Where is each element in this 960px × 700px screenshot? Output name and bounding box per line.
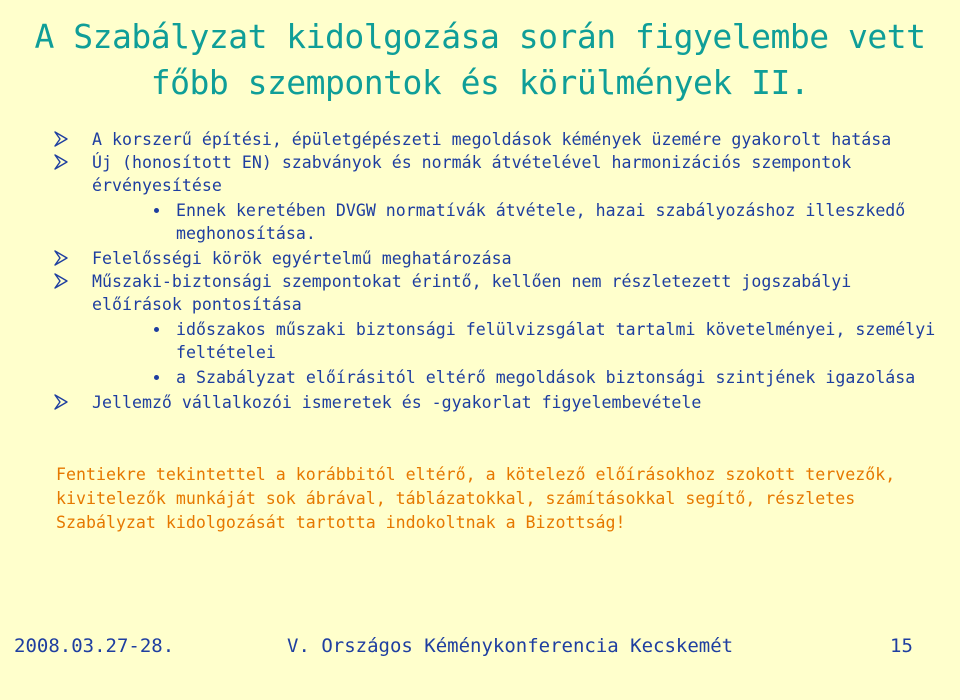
sub-bullet-text: időszakos műszaki biztonsági felülvizsgálat tartalmi követelményei, személyi feltételei bbox=[176, 320, 936, 362]
bullet-item-1 bbox=[0, 128, 960, 151]
slide-title bbox=[0, 14, 960, 106]
footer-page-number: 15 bbox=[890, 635, 913, 657]
bullet-item-4 bbox=[0, 270, 960, 316]
arrowhead-bullet-icon bbox=[52, 130, 70, 148]
dot-bullet-icon bbox=[154, 208, 159, 213]
arrowhead-bullet-icon bbox=[52, 153, 70, 171]
arrowhead-bullet-icon bbox=[52, 249, 70, 267]
bullet-text: Jellemző vállalkozói ismeretek és -gyakorlat figyelembevétele bbox=[92, 393, 702, 412]
title-line-2: főbb szempontok és körülmények II. bbox=[150, 63, 810, 102]
sub-bullet-text: a Szabályzat előírásitól eltérő megoldások biztonsági szintjének igazolása bbox=[176, 368, 916, 387]
sub-bullet-item-2 bbox=[0, 318, 960, 364]
dot-bullet-icon bbox=[154, 375, 159, 380]
closing-paragraph: Fentiekre tekintettel a korábbitól eltérő, a kötelező előírásokhoz szokott tervezők, kivitelezők munkáját sok ábrával, táblázatokkal, számításokkal segítő, részletes Szabályzat kidolgozását tartotta indokoltnak a Bizottság! bbox=[56, 465, 896, 532]
arrowhead-bullet-icon bbox=[52, 393, 70, 411]
bullet-item-2 bbox=[0, 151, 960, 197]
bullet-text: Műszaki-biztonsági szempontokat érintő, kellően nem részletezett jogszabályi előírások pontosítása bbox=[92, 272, 852, 314]
arrowhead-bullet-icon bbox=[52, 272, 70, 290]
sub-bullet-item-3 bbox=[0, 366, 960, 389]
footer-event: V. Országos Kéménykonferencia Kecskemét bbox=[287, 635, 734, 657]
sub-bullet-text: Ennek keretében DVGW normatívák átvétele, hazai szabályozáshoz illeszkedő meghonosítása. bbox=[176, 201, 906, 243]
bullet-list bbox=[0, 128, 960, 414]
bullet-text: A korszerű építési, épületgépészeti megoldások kémények üzemére gyakorolt hatása bbox=[92, 130, 892, 149]
bullet-text: Új (honosított EN) szabványok és normák átvételével harmonizációs szempontok érvényesítése bbox=[92, 153, 852, 195]
bullet-item-5 bbox=[0, 391, 960, 414]
title-line-1: A Szabályzat kidolgozása során figyelembe vett bbox=[34, 17, 926, 56]
footer-date: 2008.03.27-28. bbox=[14, 635, 175, 657]
bullet-item-3 bbox=[0, 247, 960, 270]
sub-bullet-item-1 bbox=[0, 199, 960, 245]
bullet-text: Felelősségi körök egyértelmű meghatározása bbox=[92, 249, 512, 268]
dot-bullet-icon bbox=[154, 327, 159, 332]
